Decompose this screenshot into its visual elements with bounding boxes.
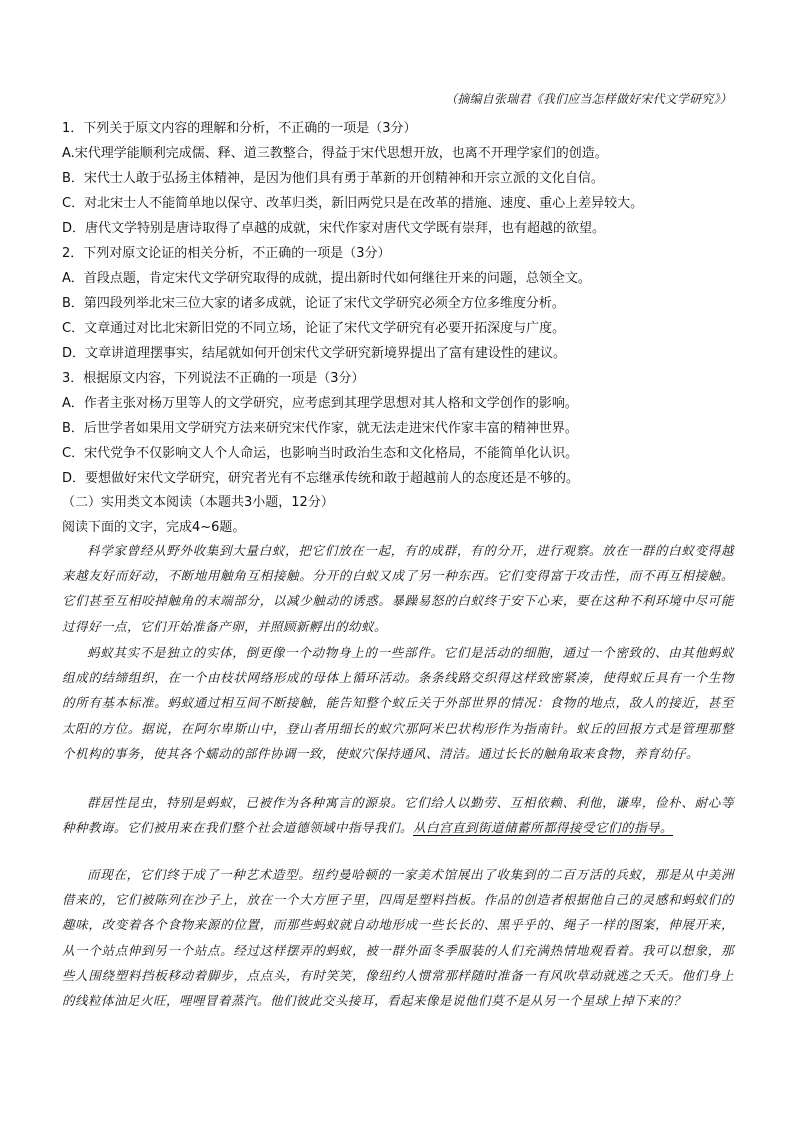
question-1-stem: 1．下列关于原文内容的理解和分析，不正确的一项是（3分） [62,121,417,136]
section-title: （二）实用类文本阅读（本题共3小题，12分） [62,495,334,510]
question-2-option-a: A．首段点题，肯定宋代文学研究取得的成就，提出新时代如何继往开来的问题，总领全文。 [62,271,591,286]
passage-paragraph-3 [62,790,734,840]
underlined-sentence: 从白宫直到街道储蓄所都得接受它们的指导。 [413,820,674,836]
reading-instruction: 阅读下面的文字，完成4~6题。 [62,520,246,535]
question-3-stem: 3．根据原文内容，下列说法不正确的一项是（3分） [62,371,365,386]
question-2-option-c: C．文章通过对比北宋新旧党的不同立场，论证了宋代文学研究有必要开拓深度与广度。 [62,321,566,336]
passage-paragraph-1: 科学家曾经从野外收集到大量白蚁，把它们放在一起，有的成群，有的分开，进行观察。放在一群的白蚁变得越来越友好而好动，不断地用触角互相接触。分开的白蚁又成了另一种东西。它们变得富于攻击性，而不再互相接触。它们甚至互相咬掉触角的末端部分，以减少触动的诱惑。暴躁易怒的白蚁终于安下心来，要在这种不利环境中尽可能过得好一点，它们开始准备产卵，并照顾新孵出的幼蚁。 [62,543,734,634]
question-2-option-b: B．第四段列举北宋三位大家的诸多成就，论证了宋代文学研究必须全方位多维度分析。 [62,296,565,311]
question-1-option-a: A.宋代理学能顺利完成儒、释、道三教整合，得益于宋代思想开放，也离不开理学家们的创造。 [62,146,608,161]
question-1-option-d: D．唐代文学特别是唐诗取得了卓越的成就，宋代作家对唐代文学既有崇拜，也有超越的欲望。 [62,221,606,236]
question-3-option-c: C．宋代党争不仅影响文人个人命运，也影响当时政治生态和文化格局，不能简单化认识。 [62,446,579,461]
passage-paragraph-3-text: 群居性昆虫，特别是蚂蚁，已被作为各种寓言的源泉。它们给人以勤劳、互相依赖、利他，谦卑，俭朴、耐心等种种教诲。它们被用来在我们整个社会道德领域中指导我们。 [62,795,734,836]
question-3-option-a: A．作者主张对杨万里等人的文学研究，应考虑到其理学思想对其人格和文学创作的影响。 [62,396,578,411]
question-3-option-b: B．后世学者如果用文学研究方法来研究宋代作家，就无法走进宋代作家丰富的精神世界。 [62,421,578,436]
question-2-stem: 2．下列对原文论证的相关分析，不正确的一项是（3分） [62,246,391,261]
passage-paragraph-4: 而现在，它们终于成了一种艺术造型。纽约曼哈顿的一家美术馆展出了收集到的二百万活的兵蚁，那是从中美洲借来的，它们被陈列在沙子上，放在一个大方匣子里，四周是塑料挡板。作品的创造者根据他自己的灵感和蚂蚁们的趣味，改变着各个食物来源的位置，而那些蚂蚁就自动地形成一些长长的、黑乎乎的、绳子一样的图案，伸展开来，从一个站点伸到另一个站点。经过这样摆弄的蚂蚁，被一群外面冬季服装的人们充满热情地观看着。我可以想象，那些人围绕塑料挡板移动着脚步，点点头，有时笑笑，像纽约人惯常那样随时准备一有风吹草动就逃之夭夭。他们身上的线粒体油足火旺，哩哩冒着蒸汽。他们彼此交头接耳，看起来像是说他们莫不是从另一个星球上掉下来的？ [62,867,734,1009]
question-1-option-c: C．对北宋士人不能简单地以保守、改革归类，新旧两党只是在改革的措施、速度、重心上差异较大。 [62,196,644,211]
question-3-option-d: D．要想做好宋代文学研究，研究者光有不忘继承传统和敢于超越前人的态度还是不够的。 [62,471,580,486]
passage-paragraph-2: 蚂蚁其实不是独立的实体，倒更像一个动物身上的一些部件。它们是活动的细胞，通过一个密致的、由其他蚂蚁组成的结缔组织，在一个由枝状网络形成的母体上循环活动。条条线路交织得这样致密紧凑，使得蚁丘具有一个生物的所有基本标准。蚂蚁通过相互间不断接触，能告知整个蚁丘关于外部世界的情况：食物的地点，敌人的接近，甚至太阳的方位。据说，在阿尔卑斯山中，登山者用细长的蚁穴那阿米巴状构形作为指南针。蚁丘的回报方式是管理那整个机构的事务，使其各个蠕动的部件协调一致，使蚁穴保持通风、清洁。通过长长的触角取来食物，养育幼仔。 [62,645,734,761]
source-citation: （摘编自张瑞君《我们应当怎样做好宋代文学研究》） [445,92,732,106]
question-2-option-d: D．文章讲道理摆事实，结尾就如何开创宋代文学研究新境界提出了富有建设性的建议。 [62,346,567,361]
question-1-option-b: B．宋代士人敢于弘扬主体精神，是因为他们具有勇于革新的开创精神和开宗立派的文化自信。 [62,171,604,186]
